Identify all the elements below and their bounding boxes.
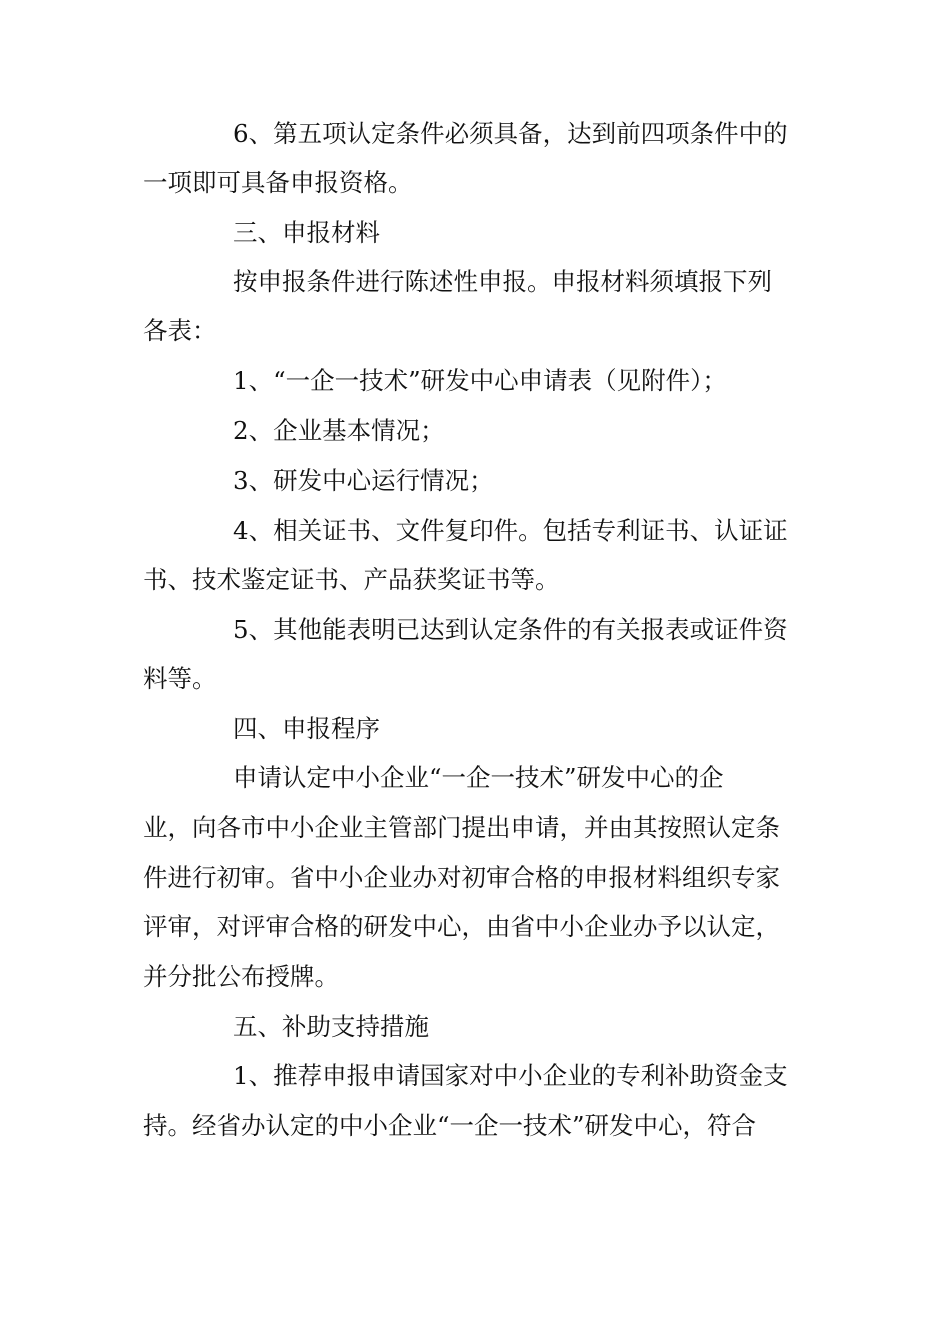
paragraph-line: 6、第五项认定条件必须具备，达到前四项条件中的 <box>233 119 788 148</box>
paragraph-line: 各表： <box>143 316 217 345</box>
paragraph-line: 书、技术鉴定证书、产品获奖证书等。 <box>143 565 560 594</box>
list-item: 5、其他能表明已达到认定条件的有关报表或证件资 <box>233 615 788 644</box>
section-heading: 三、申报材料 <box>233 218 380 247</box>
paragraph-line: 申请认定中小企业“一企一技术”研发中心的企 <box>233 763 724 792</box>
paragraph-line: 业，向各市中小企业主管部门提出申请，并由其按照认定条 <box>143 813 780 842</box>
section-heading: 五、补助支持措施 <box>233 1012 429 1041</box>
section-heading: 四、申报程序 <box>233 714 380 743</box>
paragraph-line: 按申报条件进行陈述性申报。申报材料须填报下列 <box>233 267 772 296</box>
paragraph-line: 料等。 <box>143 664 217 693</box>
paragraph-line: 一项即可具备申报资格。 <box>143 168 413 197</box>
list-item: 4、相关证书、文件复印件。包括专利证书、认证证 <box>233 516 788 545</box>
paragraph-line: 持。经省办认定的中小企业“一企一技术”研发中心，符合 <box>143 1111 757 1140</box>
list-item: 1、推荐申报申请国家对中小企业的专利补助资金支 <box>233 1061 788 1090</box>
paragraph-line: 件进行初审。省中小企业办对初审合格的申报材料组织专家 <box>143 863 780 892</box>
paragraph-line: 评审，对评审合格的研发中心，由省中小企业办予以认定， <box>143 912 780 941</box>
list-item: 1、“一企一技术”研发中心申请表（见附件）； <box>233 366 727 395</box>
list-item: 3、研发中心运行情况； <box>233 466 494 495</box>
paragraph-line: 并分批公布授牌。 <box>143 962 339 991</box>
list-item: 2、企业基本情况； <box>233 416 445 445</box>
